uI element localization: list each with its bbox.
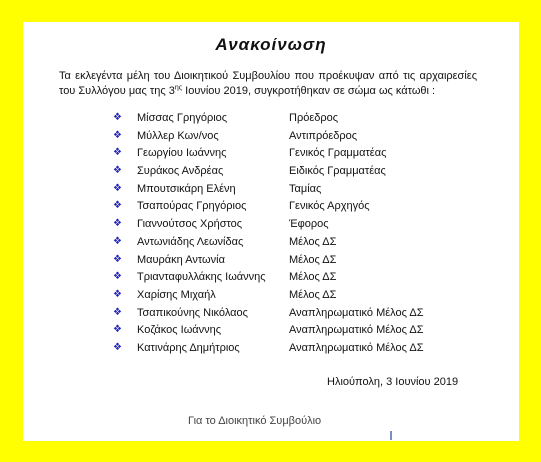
member-name: Τριανταφυλλάκης Ιωάννης xyxy=(137,271,266,284)
member-role: Μέλος ΔΣ xyxy=(289,235,337,248)
member-role: Μέλος ΔΣ xyxy=(289,288,337,301)
diamond-bullet-icon: ❖ xyxy=(113,182,122,194)
diamond-bullet-icon: ❖ xyxy=(113,324,122,336)
member-role: Πρόεδρος xyxy=(289,112,339,124)
announcement-document xyxy=(23,22,519,441)
member-name: Τσαπούρας Γρηγόριος xyxy=(137,200,247,213)
member-name: Κοζάκος Ιωάννης xyxy=(137,324,222,337)
member-role: Αντιπρόεδρος xyxy=(289,129,358,142)
diamond-bullet-icon: ❖ xyxy=(113,253,122,265)
list-item xyxy=(23,144,519,162)
list-item xyxy=(23,339,519,357)
list-item xyxy=(23,304,519,322)
intro-text: Τα εκλεγέντα μέλη του Διοικητικού Συμβουλίου που προέκυψαν από τις αρχαιρεσίες του Συλλόγου μας της 3 xyxy=(59,70,477,97)
list-item xyxy=(23,286,519,304)
list-item xyxy=(23,251,519,269)
member-role: Μέλος ΔΣ xyxy=(289,271,337,284)
member-name: Μπουτσικάρη Ελένη xyxy=(137,182,236,195)
member-name: Μίσσας Γρηγόριος xyxy=(137,112,228,124)
member-name: Γιαννούτσος Χρήστος xyxy=(137,218,243,231)
member-name: Συράκος Ανδρέας xyxy=(137,165,224,178)
member-role: Αναπληρωματικό Μέλος ΔΣ xyxy=(289,324,424,337)
member-name: Κατινάρης Δημήτριος xyxy=(137,341,240,354)
diamond-bullet-icon: ❖ xyxy=(113,147,122,159)
list-item xyxy=(23,180,519,198)
diamond-bullet-icon: ❖ xyxy=(113,341,122,353)
intro-text-end: Ιουνίου 2019, συγκροτήθηκαν σε σώμα ως κάτωθι : xyxy=(182,85,436,97)
member-role: Γενικός Γραμματέας xyxy=(289,147,387,160)
diamond-bullet-icon: ❖ xyxy=(113,112,122,123)
member-role: Αναπληρωματικό Μέλος ΔΣ xyxy=(289,341,424,354)
list-item xyxy=(23,127,519,145)
diamond-bullet-icon: ❖ xyxy=(113,235,122,247)
text-cursor-mark xyxy=(390,431,392,440)
place-date: Ηλιούπολη, 3 Ιουνίου 2019 xyxy=(327,376,459,388)
diamond-bullet-icon: ❖ xyxy=(113,306,122,318)
diamond-bullet-icon: ❖ xyxy=(113,129,122,141)
list-item xyxy=(23,233,519,251)
diamond-bullet-icon: ❖ xyxy=(113,200,122,212)
ordinal-suffix: ης xyxy=(174,84,183,92)
member-name: Αντωνιάδης Λεωνίδας xyxy=(137,235,244,248)
diamond-bullet-icon: ❖ xyxy=(113,165,122,177)
signature-line: Για το Διοικητικό Συμβούλιο xyxy=(188,415,322,427)
member-name: Τσαπικούνης Νικόλαος xyxy=(137,306,248,319)
list-item xyxy=(23,215,519,233)
intro-paragraph xyxy=(59,69,477,99)
member-name: Μαυράκη Αντωνία xyxy=(137,253,225,266)
list-item xyxy=(23,162,519,180)
member-name: Χαρίσης Μιχαήλ xyxy=(137,288,216,301)
list-item xyxy=(23,321,519,339)
diamond-bullet-icon: ❖ xyxy=(113,271,122,283)
members-list xyxy=(23,109,519,357)
member-role: Ταμίας xyxy=(289,182,322,195)
diamond-bullet-icon: ❖ xyxy=(113,218,122,230)
list-item xyxy=(23,109,519,127)
list-item xyxy=(23,197,519,215)
member-role: Γενικός Αρχηγός xyxy=(289,200,370,213)
diamond-bullet-icon: ❖ xyxy=(113,288,122,300)
member-role: Έφορος xyxy=(289,218,329,231)
member-role: Μέλος ΔΣ xyxy=(289,253,337,266)
member-role: Αναπληρωματικό Μέλος ΔΣ xyxy=(289,306,424,319)
member-role: Ειδικός Γραμματέας xyxy=(289,165,386,178)
list-item xyxy=(23,268,519,286)
member-name: Γεωργίου Ιωάννης xyxy=(137,147,227,160)
document-title: Ανακοίνωση xyxy=(215,35,327,54)
member-name: Μύλλερ Κων/νος xyxy=(137,129,219,142)
